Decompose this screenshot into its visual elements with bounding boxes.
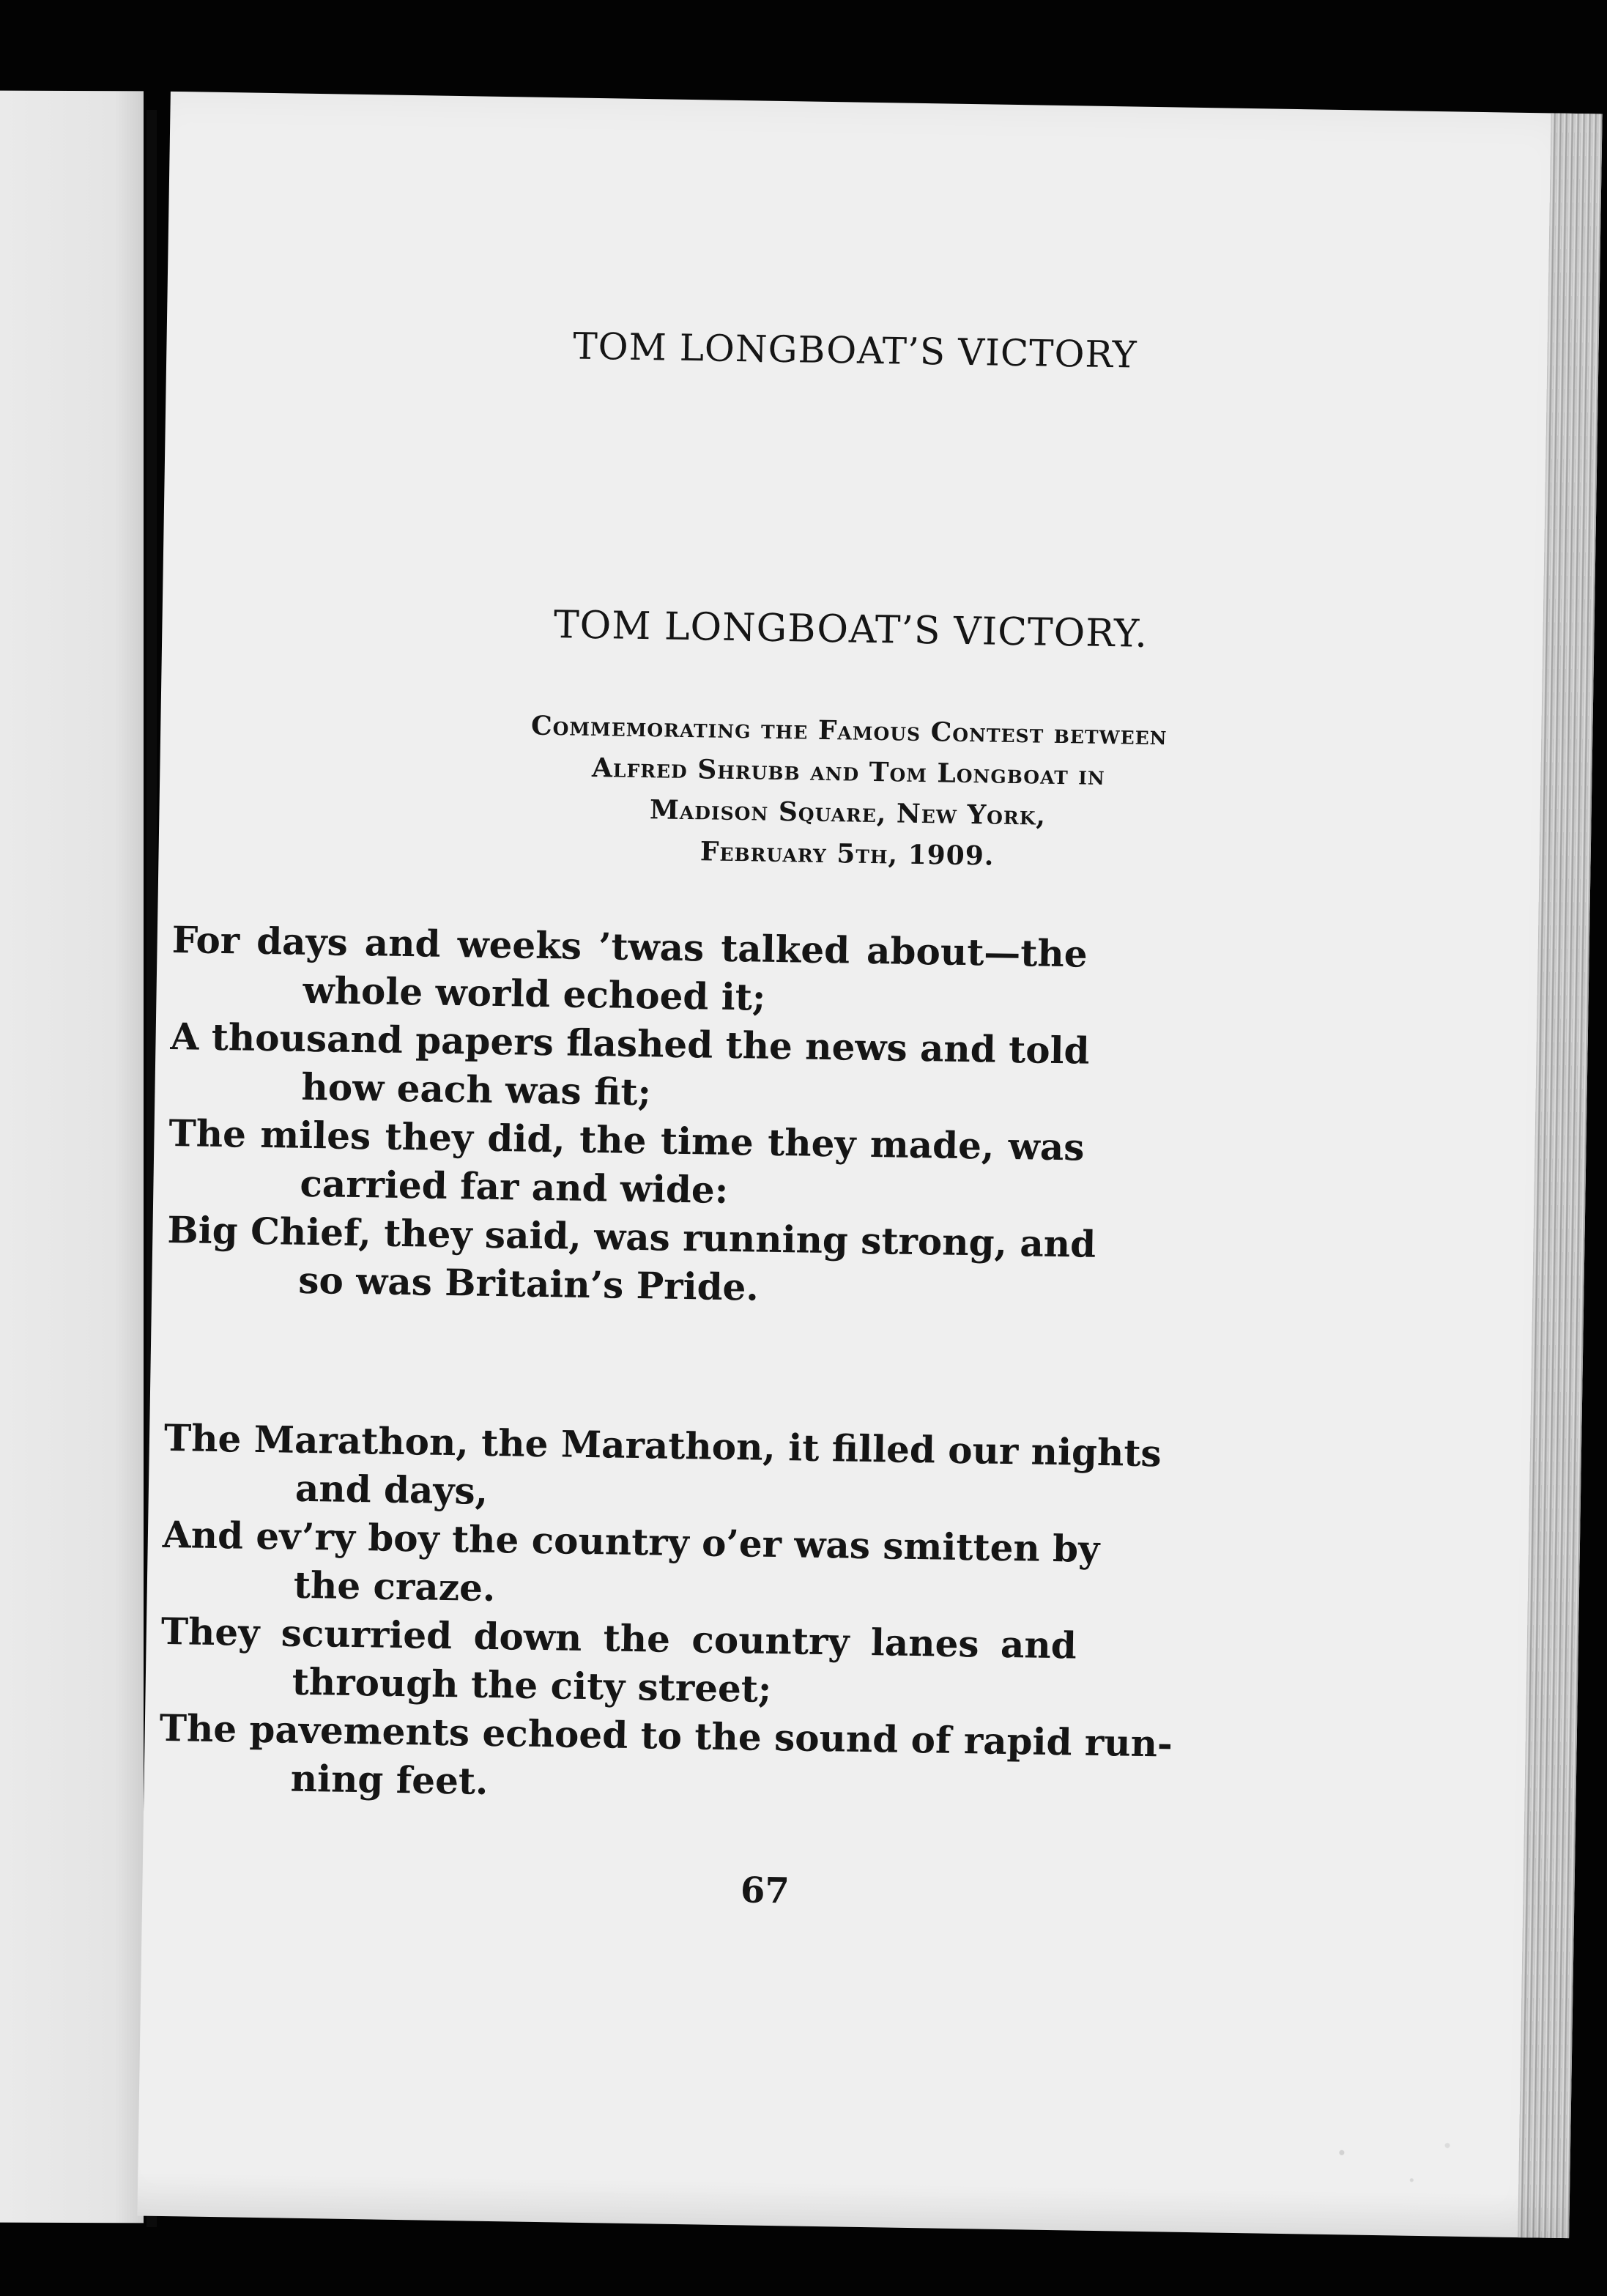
poem-subtitle xyxy=(158,700,1537,886)
verse-line-continuation: carried far and wide: xyxy=(300,1161,729,1212)
verse-line-first: And ev’ry boy the country o’er was smitten by xyxy=(162,1512,1100,1571)
subtitle-line: Alfred Shrubb and Tom Longboat in xyxy=(591,752,1106,791)
verse-line-first: The pavements echoed to the sound of rapid run- xyxy=(159,1706,1173,1766)
page-content xyxy=(137,92,1602,2238)
book-page xyxy=(137,92,1602,2238)
verse-line xyxy=(171,916,1095,1027)
verse-line-continuation: how each was fit; xyxy=(301,1064,652,1114)
verse-line xyxy=(161,1511,1100,1622)
verse-line-first: A thousand papers flashed the news and told xyxy=(170,1014,1090,1073)
verse-line xyxy=(160,1607,1084,1719)
stanza-2 xyxy=(158,1414,1173,1815)
subtitle-line: Commemorating the Famous Contest between xyxy=(530,710,1168,752)
stanza-1 xyxy=(166,916,1095,1317)
facing-page xyxy=(0,91,144,2223)
verse-line xyxy=(168,1109,1092,1221)
poem-title: TOM LONGBOAT’S VICTORY. xyxy=(553,603,1148,656)
verse-line-continuation: the craze. xyxy=(293,1563,496,1610)
verse-line-first: The miles they did, the time they made, was xyxy=(168,1111,1085,1169)
verse-line xyxy=(169,1012,1094,1124)
subtitle-line: Madison Square, New York, xyxy=(649,794,1047,832)
verse-line-continuation: through the city street; xyxy=(292,1659,772,1711)
verse-line xyxy=(158,1704,1173,1815)
verse-line-continuation: and days, xyxy=(294,1466,489,1513)
page-number: 67 xyxy=(740,1870,790,1912)
verse-line-first: For days and weeks ’twas talked about—the xyxy=(171,918,1088,976)
running-head: TOM LONGBOAT’S VICTORY xyxy=(572,325,1138,377)
verse-line xyxy=(166,1206,1096,1317)
verse-line-continuation: so was Britain’s Pride. xyxy=(297,1258,760,1309)
verse-line-continuation: ning feet. xyxy=(290,1756,489,1803)
verse-line xyxy=(163,1414,1162,1525)
verse-line-first: Big Chief, they said, was running strong, and xyxy=(167,1207,1096,1266)
verse-line-first: They scurried down the country lanes and xyxy=(160,1609,1077,1667)
subtitle-line: February 5th, 1909. xyxy=(699,836,995,872)
verse-line-first: The Marathon, the Marathon, it filled our nights xyxy=(163,1415,1162,1475)
verse-line-continuation: whole world echoed it; xyxy=(303,968,766,1019)
